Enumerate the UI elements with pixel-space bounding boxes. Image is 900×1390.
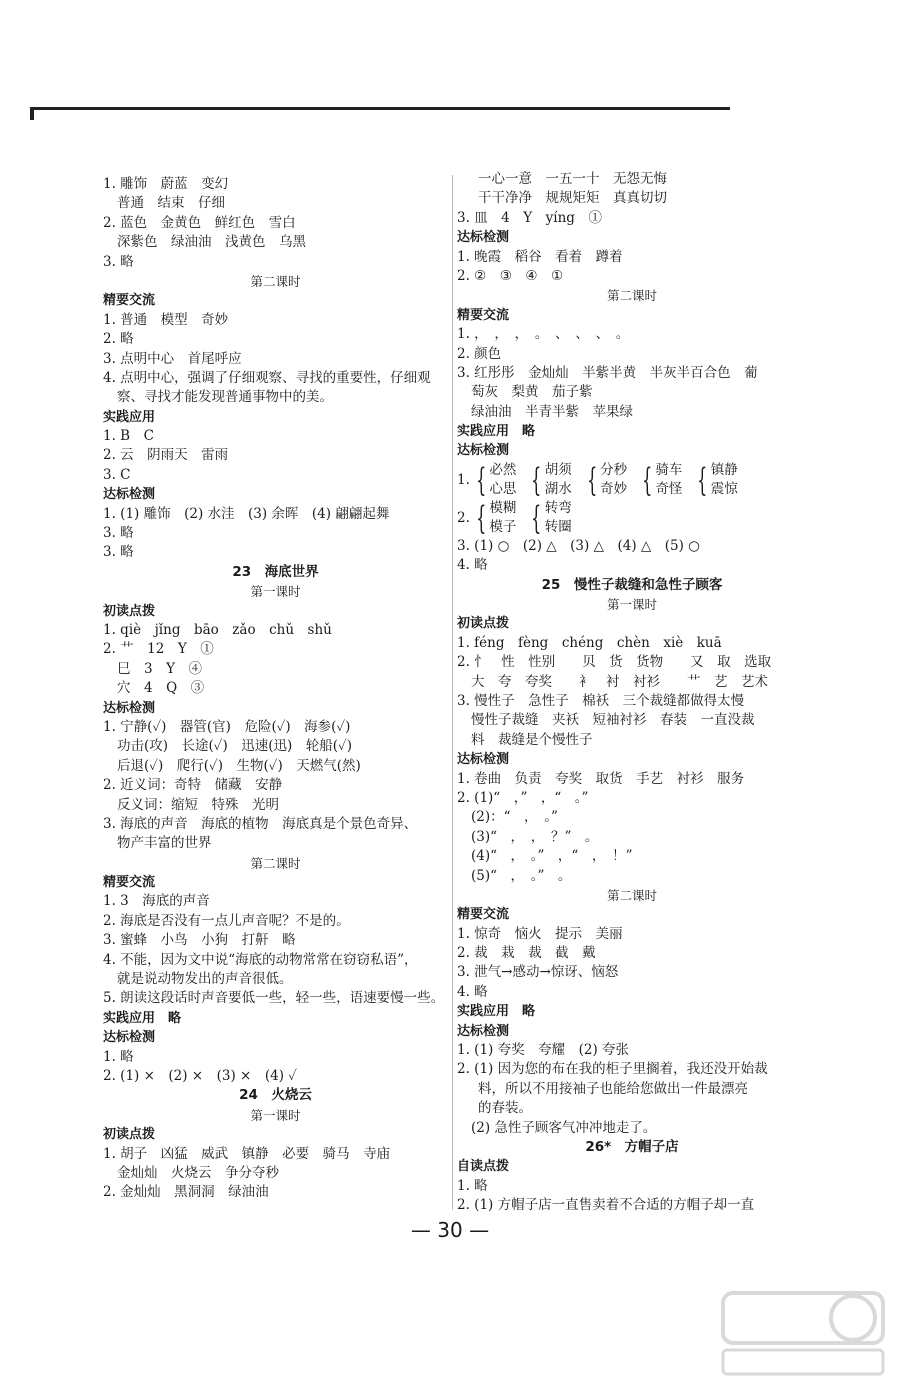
- brace-group: [692, 461, 737, 499]
- header-rule-tick: [30, 110, 34, 120]
- answer-line: 精要交流: [103, 875, 156, 891]
- answer-line: 1. 胡子 凶猛 威武 镇静 必要 骑马 寺庙: [103, 1145, 391, 1162]
- answer-line: 1. 略: [457, 1177, 488, 1194]
- brace-symbol: {: [642, 460, 653, 499]
- brace-symbol: {: [476, 460, 487, 499]
- answer-line: 2. 忄 性 性别 贝 货 货物 又 取 选取: [457, 654, 772, 671]
- brace-word: 镇静: [710, 461, 738, 478]
- answer-line: 4. 不能，因为文中说“海底的动物常常在窃窃私语”，: [103, 951, 418, 968]
- answer-line: 达标检测: [457, 443, 510, 459]
- answer-line: 达标检测: [457, 1023, 510, 1039]
- brace-word: 震惊: [710, 480, 738, 497]
- answer-line: 1. ， ， ， 。 、 、 、 。: [457, 326, 630, 343]
- answer-line: 1. féng fèng chéng chèn xiè kuā: [457, 634, 722, 651]
- answer-line: 就是说动物发出的声音很低。: [117, 971, 293, 988]
- answer-line: 2. 近义词：奇特 储藏 安静: [103, 777, 283, 794]
- page-number: — 30 —: [410, 1218, 490, 1242]
- answer-line: 第二课时: [606, 887, 657, 903]
- question-number: 2.: [457, 509, 470, 526]
- answer-line: 3. 略: [103, 525, 134, 542]
- answer-line: 2. 蓝色 金黄色 鲜红色 雪白: [103, 214, 296, 231]
- answer-line: 3. 红彤彤 金灿灿 半紫半黄 半灰半百合色 葡: [457, 364, 758, 381]
- answer-line: 3. 海底的声音 海底的植物 海底真是个景色奇异、: [103, 815, 418, 832]
- answer-line: 23 海底世界: [232, 563, 319, 580]
- column-divider: [452, 175, 453, 1210]
- answer-line: 2. (1) 因为您的布在我的柜子里搁着，我还没开始裁: [457, 1061, 768, 1078]
- answer-line: 2. (1)“ ，” ，“ 。”: [457, 789, 589, 806]
- answer-line: 2. 金灿灿 黑洞洞 绿油油: [103, 1184, 269, 1201]
- answer-line: 4. 略: [457, 557, 488, 574]
- answer-line: 3. 蜜蜂 小鸟 小狗 打鼾 略: [103, 932, 296, 949]
- answer-line: 1. (1) 夸奖 夸耀 (2) 夸张: [457, 1042, 629, 1059]
- brace-group: [471, 461, 516, 499]
- answer-line: 第二课时: [250, 855, 301, 871]
- answer-line: 达标检测: [103, 487, 156, 503]
- answer-line: 3. (1) ○ (2) △ (3) △ (4) △ (5) ○: [457, 537, 700, 554]
- brace-group: [582, 461, 627, 499]
- brace-group: [637, 461, 682, 499]
- brace-word: 骑车: [655, 461, 683, 478]
- answer-line: 巳 3 Y ④: [117, 660, 203, 677]
- answer-line: 自读点拨: [457, 1159, 510, 1175]
- answer-line: 25 慢性子裁缝和急性子顾客: [541, 576, 723, 593]
- brace-word: 奇妙: [600, 480, 628, 497]
- watermark-logo: [718, 1288, 888, 1378]
- answer-line: 3. C: [103, 466, 131, 483]
- answer-line: 达标检测: [457, 752, 510, 768]
- answer-line: 3. 慢性子 急性子 棉袄 三个裁缝都做得太慢: [457, 692, 745, 709]
- answer-line: 2. ② ③ ④ ①: [457, 267, 564, 284]
- brace-symbol: {: [697, 460, 708, 499]
- answer-line: (5)“ ， 。” 。: [471, 867, 572, 884]
- answer-line: 3. 皿 4 Y yíng ①: [457, 209, 602, 226]
- right-top-block: [457, 170, 807, 461]
- answer-line: (4)“ ， 。” ，“ ， ！”: [471, 848, 633, 865]
- answer-line: 萄灰 梨黄 茄子紫: [471, 384, 593, 401]
- answer-line: 1. 3 海底的声音: [103, 893, 210, 910]
- brace-question-2: [457, 499, 807, 537]
- answer-line: 普通 结束 仔细: [117, 195, 225, 212]
- right-column: [457, 170, 807, 1216]
- answer-line: 2. 颜色: [457, 345, 502, 362]
- answer-line: 5. 朗读这段话时声音要低一些，轻一些，语速要慢一些。: [103, 990, 445, 1007]
- brace-word: 分秒: [600, 461, 628, 478]
- brace-symbol: {: [531, 460, 542, 499]
- answer-line: 实践应用 略: [103, 1010, 182, 1026]
- answer-line: 实践应用: [103, 409, 156, 425]
- answer-line: 的春装。: [478, 1100, 532, 1117]
- answer-line: 反义词：缩短 特殊 光明: [117, 796, 279, 813]
- answer-line: 3. 点明中心 首尾呼应: [103, 350, 242, 367]
- brace-symbol: {: [476, 498, 487, 537]
- header-rule: [30, 107, 730, 110]
- brace-word: 湖水: [544, 480, 572, 497]
- answer-line: 后退(✓) 爬行(✓) 生物(✓) 天燃气(然): [117, 757, 361, 774]
- answer-line: 2. 云 阴雨天 雷雨: [103, 447, 229, 464]
- answer-line: 料 裁缝是个慢性子: [471, 731, 593, 748]
- answer-line: 深紫色 绿油油 浅黄色 乌黑: [117, 234, 306, 251]
- answer-line: 初读点拨: [103, 1127, 156, 1143]
- answer-line: 1. B C: [103, 428, 154, 445]
- left-column: [103, 175, 448, 1203]
- answer-line: 3. 略: [103, 544, 134, 561]
- brace-word: 胡须: [544, 461, 572, 478]
- answer-line: 1. 宁静(✓) 器管(官) 危险(✓) 海参(✓): [103, 718, 351, 735]
- answer-line: 达标检测: [103, 700, 156, 716]
- answer-line: 初读点拨: [103, 603, 156, 619]
- answer-line: 第一课时: [250, 584, 301, 600]
- answer-line: 1. 普通 模型 奇妙: [103, 311, 229, 328]
- answer-line: 4. 略: [457, 983, 488, 1000]
- answer-line: 1. (1) 雕饰 (2) 水洼 (3) 余晖 (4) 翩翩起舞: [103, 505, 390, 522]
- answer-line: 1. qiè jǐng bāo zǎo chǔ shǔ: [103, 621, 332, 638]
- answer-line: 4. 点明中心，强调了仔细观察、寻找的重要性，仔细观: [103, 369, 431, 386]
- answer-line: 1. 晚霞 稻谷 看着 蹲着: [457, 248, 623, 265]
- answer-line: 2. (1) × (2) × (3) × (4) ✓: [103, 1067, 297, 1084]
- answer-line: 2. 略: [103, 331, 134, 348]
- answer-line: 第二课时: [606, 288, 657, 304]
- answer-line: 慢性子裁缝 夹袄 短袖衬衫 春装 一直没裁: [471, 712, 755, 729]
- brace-group: [471, 499, 516, 537]
- answer-line: 察、寻找才能发现普通事物中的美。: [117, 389, 333, 406]
- answer-line: 2. (1) 方帽子店一直售卖着不合适的方帽子却一直: [457, 1197, 755, 1214]
- answer-line: 24 火烧云: [239, 1087, 312, 1104]
- brace-question-1: [457, 461, 807, 499]
- answer-line: 达标检测: [103, 1030, 156, 1046]
- brace-word: 模子: [489, 518, 517, 535]
- answer-line: 实践应用 略: [457, 424, 536, 440]
- brace-word: 转弯: [544, 499, 572, 516]
- answer-line: 2. 艹 12 Y ①: [103, 641, 214, 658]
- brace-word: 奇怪: [655, 480, 683, 497]
- answer-line: 大 夸 夸奖 衤 衬 衬衫 艹 艺 艺术: [471, 673, 768, 690]
- answer-line: 第一课时: [250, 1107, 301, 1123]
- right-bottom-block: [457, 537, 807, 1216]
- answer-line: 达标检测: [457, 230, 510, 246]
- answer-line: 实践应用 略: [457, 1004, 536, 1020]
- answer-line: 3. 略: [103, 253, 134, 270]
- brace-word: 转圈: [544, 518, 572, 535]
- answer-line: (2)：“ ， 。”: [471, 809, 558, 826]
- brace-word: 模糊: [489, 499, 517, 516]
- answer-line: 3. 泄气→感动→惊讶、恼怒: [457, 964, 619, 981]
- answer-line: 26* 方帽子店: [585, 1138, 679, 1155]
- brace-word: 心思: [489, 480, 517, 497]
- brace-word: 必然: [489, 461, 517, 478]
- answer-line: 绿油油 半青半紫 苹果绿: [471, 403, 633, 420]
- answer-line: 2. 海底是否没有一点儿声音呢？不是的。: [103, 912, 350, 929]
- answer-line: 精要交流: [457, 907, 510, 923]
- answer-line: 干干净净 规规矩矩 真真切切: [478, 190, 667, 207]
- question-number: 1.: [457, 471, 470, 488]
- answer-line: 金灿灿 火烧云 争分夺秒: [117, 1164, 279, 1181]
- answer-line: 1. 惊奇 恼火 提示 美丽: [457, 925, 623, 942]
- answer-line: 一心一意 一五一十 无怨无悔: [478, 171, 667, 187]
- answer-line: 第一课时: [606, 597, 657, 613]
- answer-line: (2) 急性子顾客气冲冲地走了。: [471, 1119, 657, 1136]
- brace-group: [526, 499, 571, 537]
- answer-line: 穴 4 Q ③: [117, 680, 205, 697]
- answer-line: (3)“ ， ， ？” 。: [471, 828, 599, 845]
- answer-line: 1. 卷曲 负责 夸奖 取货 手艺 衬衫 服务: [457, 770, 745, 787]
- answer-line: 1. 略: [103, 1048, 134, 1065]
- brace-group: [526, 461, 571, 499]
- answer-line: 物产丰富的世界: [117, 835, 212, 852]
- answer-line: 2. 裁 栽 裁 截 戴: [457, 945, 596, 962]
- answer-line: 功击(攻) 长途(✓) 迅速(迅) 轮船(✓): [117, 738, 353, 755]
- answer-line: 第二课时: [250, 273, 301, 289]
- answer-line: 料，所以不用接袖子也能给您做出一件最漂亮: [478, 1080, 748, 1097]
- answer-line: 精要交流: [457, 307, 510, 323]
- answer-line: 1. 雕饰 蔚蓝 变幻: [103, 176, 229, 192]
- brace-symbol: {: [586, 460, 597, 499]
- answer-line: 初读点拨: [457, 616, 510, 632]
- brace-symbol: {: [531, 498, 542, 537]
- answer-line: 精要交流: [103, 293, 156, 309]
